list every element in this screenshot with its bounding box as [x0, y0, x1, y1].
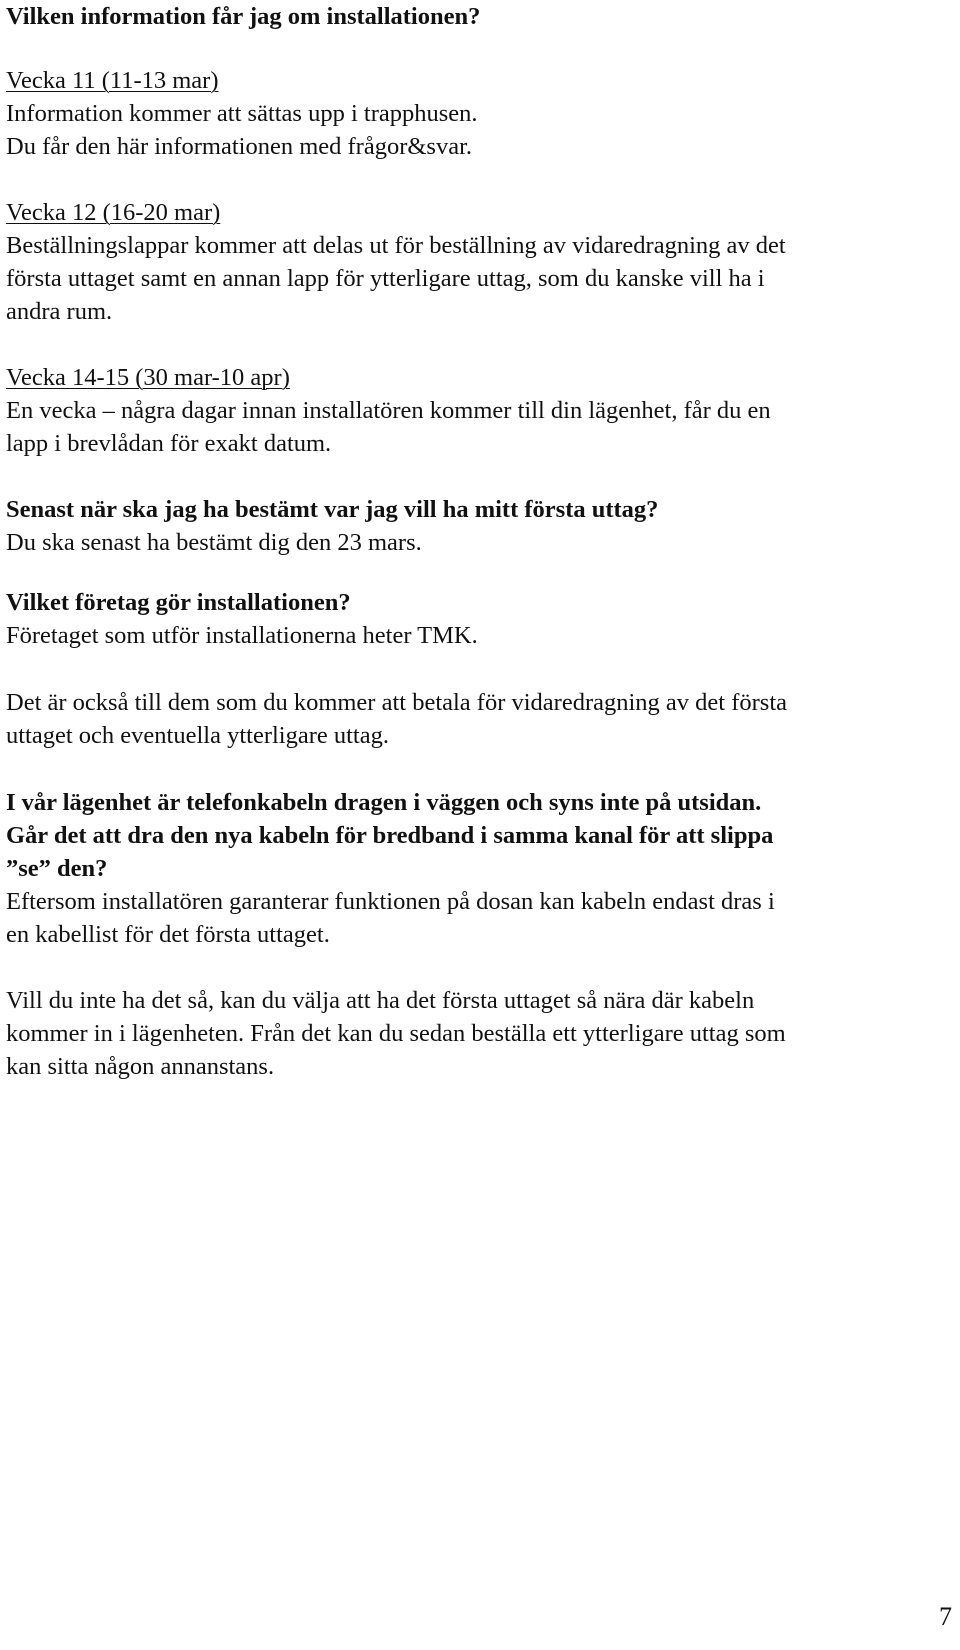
week-12-text-line: andra rum. — [6, 298, 113, 325]
week-12-text-line: första uttaget samt en annan lapp för ytterligare uttag, som du kanske vill ha i — [6, 265, 765, 292]
week-12-text-line: Beställningslappar kommer att delas ut för beställning av vidaredragning av det — [6, 232, 786, 259]
question-heading-first-outlet-deadline: Senast när ska jag ha bestämt var jag vill ha mitt första uttag? — [6, 496, 659, 523]
payment-info-line: Det är också till dem som du kommer att betala för vidaredragning av det första — [6, 689, 788, 716]
answer-cable-channel-line: Eftersom installatören garanterar funktionen på dosan kan kabeln endast dras i — [6, 888, 775, 915]
answer-first-outlet-deadline: Du ska senast ha bestämt dig den 23 mars. — [6, 529, 422, 556]
answer-installation-company: Företaget som utför installationerna heter TMK. — [6, 622, 478, 649]
question-heading-installation-company: Vilket företag gör installationen? — [6, 589, 351, 616]
week-14-15-text-line: lapp i brevlådan för exakt datum. — [6, 430, 332, 457]
alternative-outlet-info-line: kan sitta någon annanstans. — [6, 1053, 275, 1080]
week-11-text-line: Information kommer att sättas upp i trapphusen. — [6, 100, 478, 127]
question-heading-cable-channel: I vår lägenhet är telefonkabeln dragen i väggen och syns inte på utsidan. — [6, 789, 762, 816]
alternative-outlet-info-line: Vill du inte ha det så, kan du välja att ha det första uttaget så nära där kabeln — [6, 987, 755, 1014]
payment-info-line: uttaget och eventuella ytterligare uttag. — [6, 722, 389, 749]
week-14-15-text-line: En vecka – några dagar innan installatören kommer till din lägenhet, får du en — [6, 397, 771, 424]
week-12-label: Vecka 12 (16-20 mar) — [6, 199, 221, 226]
week-14-15-label: Vecka 14-15 (30 mar-10 apr) — [6, 364, 290, 391]
question-heading-cable-channel: Går det att dra den nya kabeln för bredband i samma kanal för att slippa — [6, 822, 774, 849]
page-number: 7 — [939, 1602, 952, 1631]
answer-cable-channel-line: en kabellist för det första uttaget. — [6, 921, 330, 948]
question-heading-installation-info: Vilken information får jag om installationen? — [6, 3, 481, 30]
week-11-label: Vecka 11 (11-13 mar) — [6, 67, 219, 94]
alternative-outlet-info-line: kommer in i lägenheten. Från det kan du sedan beställa ett ytterligare uttag som — [6, 1020, 786, 1047]
week-11-text-line: Du får den här informationen med frågor&svar. — [6, 133, 473, 160]
question-heading-cable-channel: ”se” den? — [6, 855, 108, 882]
